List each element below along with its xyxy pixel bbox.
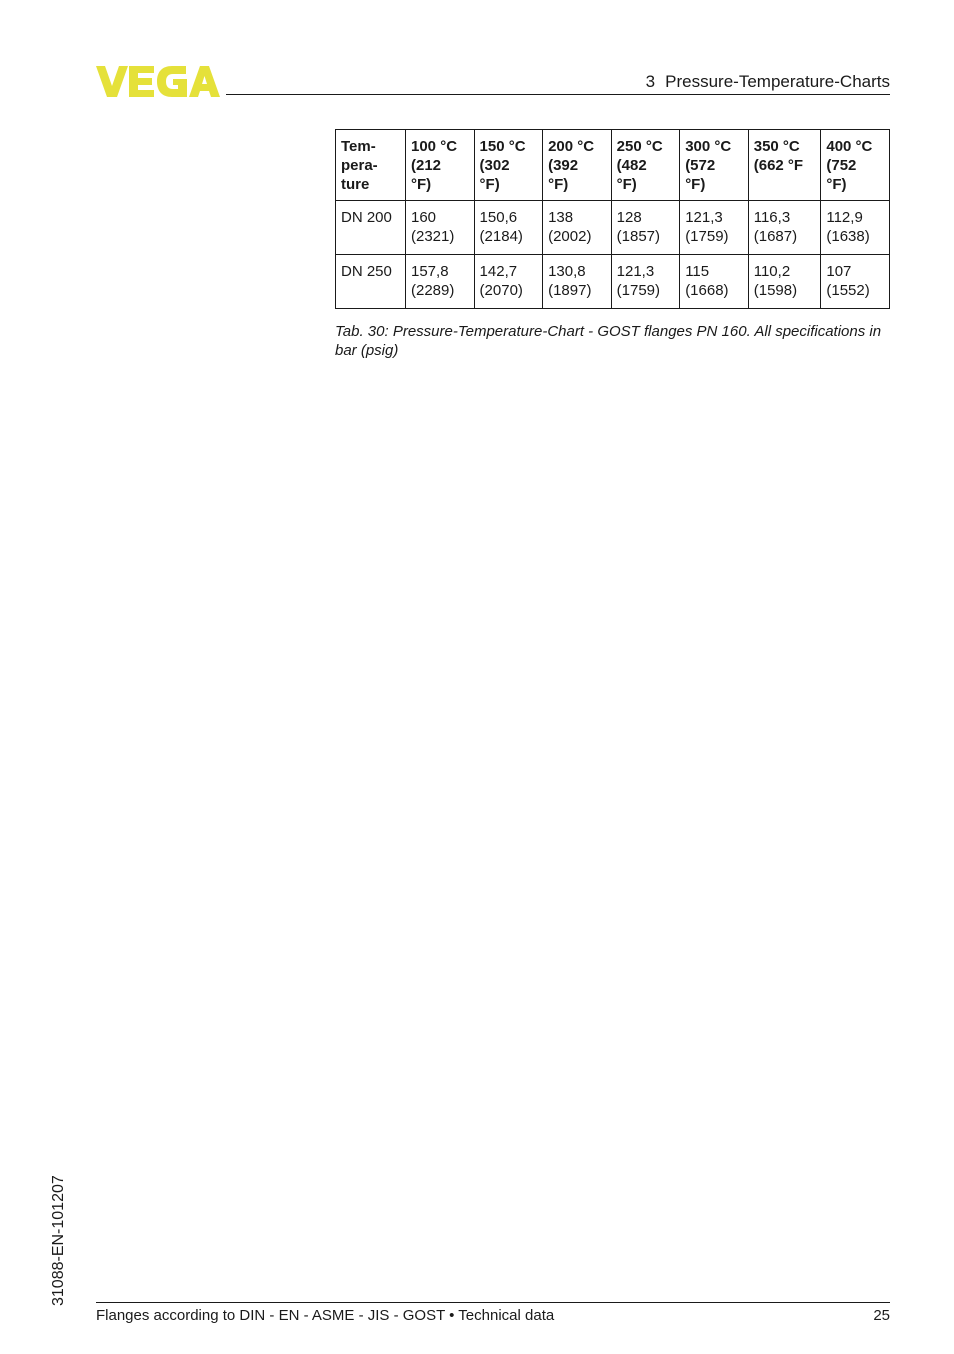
pressure-temperature-table [335,129,890,309]
cell-line: (392 [548,157,579,174]
table-cell [611,201,680,255]
cell-line: 300 °C [685,138,732,155]
table-cell [821,201,890,255]
cell-line: 112,9 [826,209,863,226]
cell-line: (212 [411,157,442,174]
cell-line: (1687) [753,228,798,245]
cell-line: (1552) [826,282,870,299]
row-label: DN 250 [336,255,406,309]
cell-line: 121,3 [616,263,655,280]
table-row [336,201,890,255]
cell-line: 160 [411,209,437,226]
row-label: DN 200 [336,201,406,255]
table-caption: Tab. 30: Pressure-Temperature-Chart - GOST flanges PN 160. All specifications in bar (psig) [335,323,882,359]
cell-line: 130,8 [548,263,586,280]
table-header-row [336,130,890,201]
cell-line: 138 [548,209,574,226]
header-cell-temp-6 [748,130,821,201]
cell-line: °F) [826,176,847,193]
cell-line: 157,8 [411,263,449,280]
header-cell-temp-1 [406,130,475,201]
vega-logo [96,66,220,98]
cell-line: 121,3 [685,209,723,226]
table-cell [748,255,821,309]
table-cell [680,255,749,309]
header-cell-temp-4 [611,130,680,201]
cell-line: (1638) [826,228,870,245]
cell-line: (2321) [411,228,455,245]
cell-line: pera- [341,157,378,174]
cell-line: (2002) [548,228,592,245]
table-cell [680,201,749,255]
cell-line: (2184) [479,228,523,245]
header-cell-temperature [336,130,406,201]
table-cell [543,255,612,309]
cell-line: 110,2 [753,263,791,280]
table-cell [406,255,475,309]
cell-line: °F) [685,176,706,193]
table-cell [821,255,890,309]
cell-line: °F) [411,176,432,193]
cell-line: (572 [685,157,716,174]
cell-line: (2289) [411,282,455,299]
table-cell [611,255,680,309]
cell-line: 200 °C [548,138,595,155]
cell-line: 116,3 [753,209,791,226]
cell-line: (1759) [685,228,729,245]
cell-line: 150,6 [479,209,518,226]
cell-line: (2070) [479,282,523,299]
document-code: 31088-EN-101207 [50,1175,67,1306]
header-rule [226,94,890,95]
header-cell-temp-5 [680,130,749,201]
table-cell [474,201,543,255]
cell-line: (1897) [548,282,592,299]
cell-line: 107 [826,263,852,280]
header-cell-temp-3 [543,130,612,201]
cell-line: 100 °C [411,138,458,155]
footer-rule [96,1302,890,1303]
table-cell [474,255,543,309]
cell-line: (1759) [616,282,660,299]
table-row [336,255,890,309]
page-number: 25 [873,1307,890,1324]
section-title: Pressure-Temperature-Charts [665,72,890,91]
cell-line: °F) [616,176,637,193]
cell-line: (662 °F [753,157,804,174]
cell-line: Tem- [341,138,376,155]
header-section-title [646,72,890,92]
table-cell [406,201,475,255]
cell-line: 115 [685,263,710,280]
cell-line: 142,7 [479,263,518,280]
cell-line: 250 °C [616,138,663,155]
footer-text: Flanges according to DIN - EN - ASME - JIS - GOST • Technical data [96,1307,555,1324]
cell-line: (1668) [685,282,729,299]
cell-line: (1598) [753,282,798,299]
cell-line: (302 [479,157,510,174]
cell-line: (1857) [616,228,660,245]
cell-line: °F) [479,176,500,193]
cell-line: (482 [616,157,647,174]
cell-line: 150 °C [479,138,526,155]
section-number: 3 [645,72,656,91]
table-cell [748,201,821,255]
cell-line: 400 °C [826,138,873,155]
cell-line: 128 [616,209,642,226]
cell-line: °F) [548,176,569,193]
cell-line: 350 °C [753,138,800,155]
header-cell-temp-2 [474,130,543,201]
header-cell-temp-7 [821,130,890,201]
table-cell [543,201,612,255]
cell-line: (752 [826,157,857,174]
cell-line: ture [341,176,370,193]
